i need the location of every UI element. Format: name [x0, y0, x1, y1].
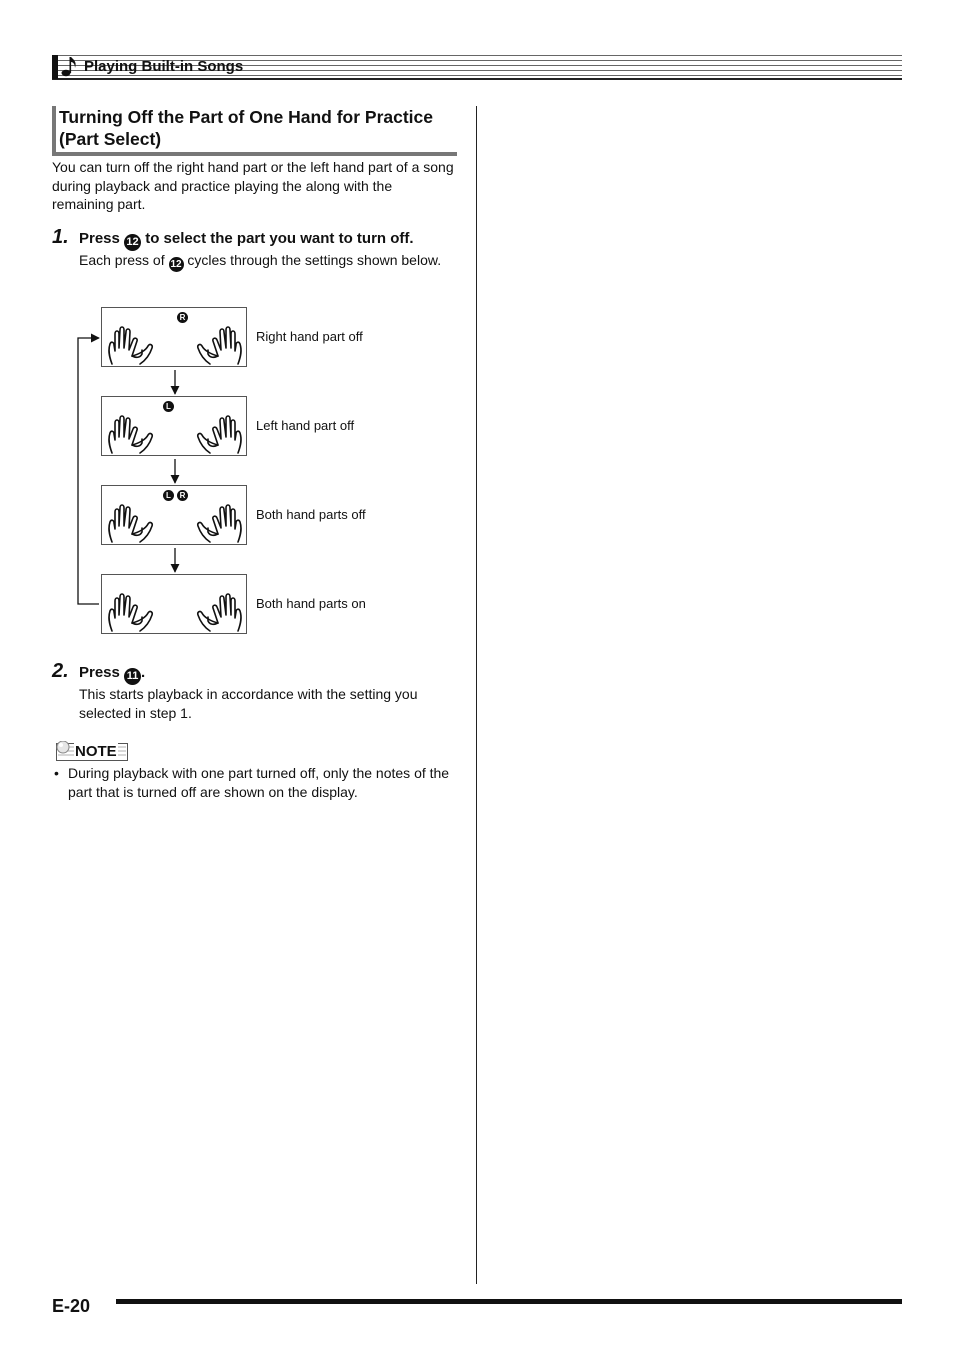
button-12-icon: 12	[170, 259, 182, 270]
step-1-number: 1.	[52, 226, 69, 248]
music-note-icon	[60, 54, 78, 78]
state-label-right-off: Right hand part off	[256, 329, 363, 344]
step-1-instruction	[79, 230, 414, 251]
hands-icon	[106, 587, 244, 633]
part-select-state-left-off	[101, 396, 247, 456]
step-1-text-after: to select the part you want to turn off.	[145, 230, 414, 247]
note-heading: NOTE	[75, 743, 117, 760]
state-label-both-on: Both hand parts on	[256, 596, 366, 611]
step-1-sub-after: cycles through the settings shown below.	[187, 252, 442, 268]
right-hand-badge: R	[177, 490, 188, 501]
left-hand-badge: L	[163, 401, 174, 412]
step-1-sub-before: Each press of	[79, 252, 165, 268]
hands-icon	[106, 498, 244, 544]
step-2-text-before: Press	[79, 664, 120, 681]
step-2-text-after: .	[141, 664, 146, 681]
step-2-instruction	[79, 664, 145, 685]
part-select-state-right-off	[101, 307, 247, 367]
footer-rule	[116, 1299, 902, 1304]
part-select-state-both-off	[101, 485, 247, 545]
state-label-both-off: Both hand parts off	[256, 507, 366, 522]
column-divider	[476, 106, 477, 1284]
right-hand-badge: R	[177, 312, 188, 323]
section-title: Turning Off the Part of One Hand for Practice (Part Select)	[59, 107, 434, 149]
header-block	[52, 55, 58, 79]
section-heading-bar	[52, 106, 56, 154]
button-12-icon: 12	[124, 234, 141, 251]
note-item-text: During playback with one part turned off, only the notes of the part that is turned off are shown on the display.	[68, 765, 450, 800]
section-heading-underline	[52, 152, 457, 156]
step-2-description: This starts playback in accordance with the setting you selected in step 1.	[79, 686, 418, 721]
state-label-left-off: Left hand part off	[256, 418, 355, 433]
step-2-number: 2.	[52, 660, 69, 682]
header-title: Playing Built-in Songs	[84, 58, 244, 75]
hands-icon	[106, 320, 244, 366]
left-hand-badge: L	[163, 490, 174, 501]
hands-icon	[106, 409, 244, 455]
step-1-text-before: Press	[79, 230, 120, 247]
page-number: E-20	[52, 1296, 91, 1316]
intro-paragraph: You can turn off the right hand part or the left hand part of a song during playback and practice playing the along with the remaining part.	[52, 159, 454, 213]
button-11-icon: 11	[124, 668, 141, 685]
bullet-glyph: •	[54, 765, 59, 781]
part-select-state-both-on	[101, 574, 247, 634]
step-1-description	[79, 251, 459, 272]
